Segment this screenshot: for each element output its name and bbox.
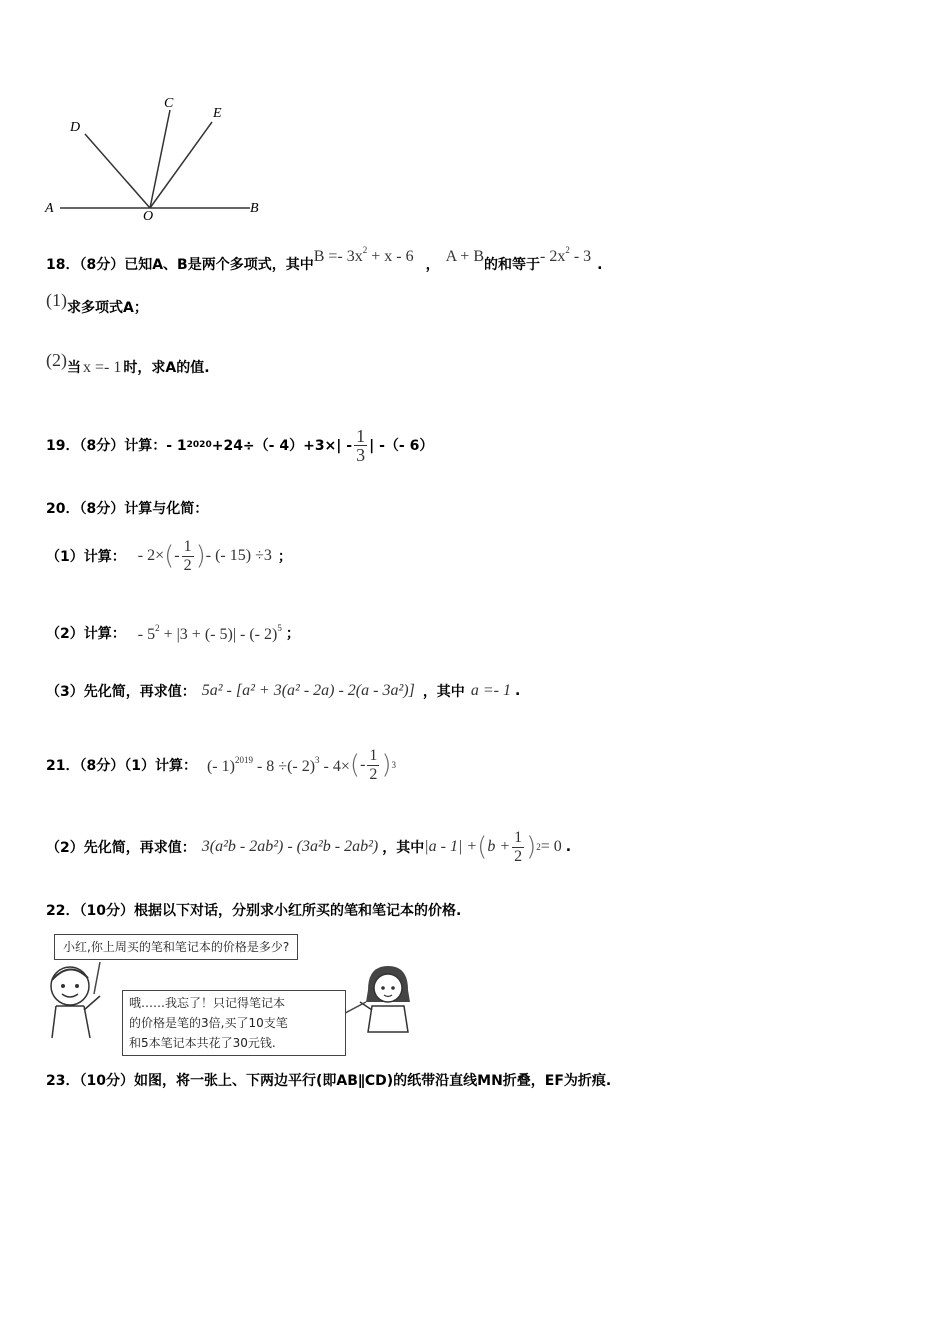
q19-frac-num: 1 [356,425,366,446]
q18-part2-num: (2) [46,350,67,370]
bubble-girl-line-1: 哦……我忘了！只记得笔记本 [129,996,286,1010]
q21-p2-expr: 3(a²b - 2ab²) - (3a²b - 2ab²) [201,838,379,855]
q18-b-part1: B =- 3x [313,248,363,265]
q21-p1-a: (- 1) [206,757,235,775]
q20-p2-expression: - $5^2 + |3$ + (- 5)| - (- 2)$^5$ [137,622,282,643]
q21-p2-fraction [512,829,524,866]
q18-sep: ， [425,257,440,273]
q18-part2-text-a: 当 [67,360,81,376]
q18-prefix: 18．（8分）已知A、B是两个多项式，其中 [46,257,314,273]
q20-p2-a: - 5 [137,625,156,643]
q19-end: | -（- 6） [369,438,434,454]
q20-p3-mid: ，其中 [422,684,465,700]
q18-end: . [597,257,603,273]
q21-p2-mid: ，其中 [382,840,425,856]
ray-od [85,134,150,208]
q20-p1-b: - (- 15) ÷3 [205,547,272,564]
q20-part-2 [46,618,300,648]
q20-p1-fraction [182,538,194,575]
question-23: 23．（10分）如图，将一张上、下两边平行(即AB∥CD)的纸带沿直线MN折叠，EF为折痕. [46,1073,612,1089]
q21-p1-frac-den: 2 [369,765,378,783]
label-b: B [250,201,259,216]
q18-part-2 [46,350,210,377]
bubble-girl-line-3: 和5本笔记本共花了30元钱. [129,1036,276,1050]
q19-fraction [354,427,367,464]
q19-frac-den: 3 [356,444,366,465]
q21-p2-c2: b + [487,838,511,855]
q21-p1-fraction [367,747,379,784]
bubble-girl-line-2: 的价格是笔的3倍,买了10支笔 [129,1016,288,1030]
right-paren: ) [381,750,392,780]
q20-p3-end: . [514,683,521,699]
q21-p2-c1: |a - 1| + [424,838,478,855]
q21-label: 21．（8分）（1）计算： [46,758,197,774]
q18-b-expression: $B =- 3x^2 + x - 6$ [313,245,414,265]
question-18 [46,236,602,287]
q19-exponent: 2020 [186,440,212,450]
q20-title: 20．（8分）计算与化简： [46,501,209,517]
q20-part-3 [46,674,520,708]
q21-p2-end: . [565,839,572,855]
left-paren: ( [477,832,488,862]
q20-part-1 [46,528,292,584]
q21-part-2 [46,818,571,876]
q18-sum-part2: - 3 [569,248,592,265]
label-e: E [213,106,222,121]
speech-bubble-boy: 小红,你上周买的笔和笔记本的价格是多少? [54,934,298,960]
q21-p1-b: - 8 ÷(- 2) [252,757,316,775]
q20-p3-expr: 5a² - [a² + 3(a² - 2a) - 2(a - 3a²)] [201,682,415,699]
q21-p2-square: 2 [536,842,541,852]
q18-part2-expr: x =- 1 [83,359,122,376]
q21-p1-c: - 4× [319,757,350,775]
question-22: 22．（10分）根据以下对话，分别求小红所买的笔和笔记本的价格. [46,903,462,919]
q20-p1-a: - 2× [137,547,165,564]
q21-part-1 [46,736,396,794]
question-19 [46,410,433,480]
q18-part1-text: 求多项式A； [67,300,148,316]
q21-p2-frac-num: 1 [514,828,523,846]
speech-bubble-girl [122,990,346,1056]
q18-part-1 [46,290,148,317]
q20-p2-end: ； [285,626,300,642]
q21-p1-sign: - [360,756,366,773]
q18-part1-num: (1) [46,290,67,310]
q19-mid: +24÷（- 4）+3×| - [211,438,353,454]
right-paren: ) [526,832,537,862]
q21-p2-c3: = 0 [540,838,562,855]
q20-p1-frac-num: 1 [183,537,192,555]
q18-b-part2: + x - 6 [367,248,414,265]
left-paren: ( [164,541,175,571]
q18-sum-part1: - 2x [540,248,566,265]
label-a: A [45,201,54,216]
q20-p1-sign: - [174,547,180,564]
label-o: O [143,209,154,224]
q20-p1-end: ； [277,549,292,565]
q19-prefix: 19．（8分）计算：- 1 [46,438,187,454]
q18-part2-text-b: 时，求A的值. [123,360,210,376]
right-paren: ) [195,541,206,571]
q18-sum-expression: - $2x^2 - 3$ [540,245,592,265]
q21-p1-expression: (- 1)$^{2019}$ - 8 ÷(- 2)$^3$ - 4× [206,754,350,775]
q20-p2-label: （2）计算： [46,626,126,642]
angle-figure [40,92,270,227]
q21-p1-frac-num: 1 [369,746,378,764]
q21-p2-frac-den: 2 [514,847,523,865]
q18-mid: 的和等于 [484,257,540,273]
q20-p1-frac-den: 2 [183,556,192,574]
q21-p2-label: （2）先化简，再求值： [46,840,196,856]
q20-p1-label: （1）计算： [46,549,126,565]
q18-a-plus-b: A + B [445,248,484,265]
q21-p1-cube: 3 [391,760,397,770]
label-c: C [164,96,174,111]
q20-p3-cond: a =- 1 [470,682,511,699]
label-d: D [70,120,81,135]
q20-p3-label: （3）先化简，再求值： [46,684,196,700]
q20-p2-b: + |3 + (- 5)| - (- 2) [159,625,278,643]
left-paren: ( [349,750,361,780]
